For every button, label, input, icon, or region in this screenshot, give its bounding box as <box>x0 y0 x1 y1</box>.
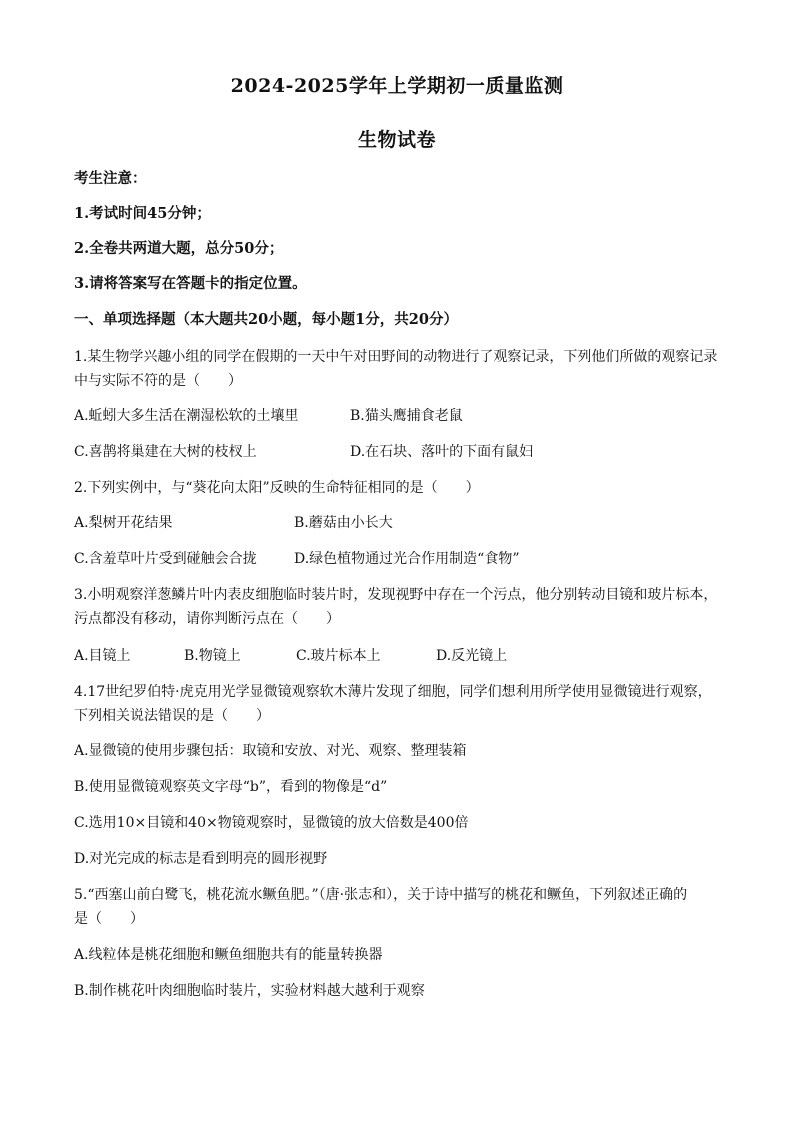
question-4-option-d: D.对光完成的标志是看到明亮的圆形视野 <box>74 851 328 867</box>
question-5-stem-line-1: 5.“西塞山前白鹭飞，桃花流水鳜鱼肥。”（唐·张志和），关于诗中描写的桃花和鳜鱼，下列叙述正确的 <box>74 887 688 903</box>
question-1-option-c: C.喜鹊将巢建在大树的枝杈上 <box>74 444 257 460</box>
question-5-stem-line-2: 是（ ） <box>74 911 144 927</box>
question-3-option-d: D.反光镜上 <box>436 648 508 664</box>
question-4-option-a: A.显微镜的使用步骤包括：取镜和安放、对光、观察、整理装箱 <box>74 743 467 759</box>
question-2-option-c: C.含羞草叶片受到碰触会合拢 <box>74 551 257 567</box>
question-3-option-c: C.玻片标本上 <box>296 648 381 664</box>
question-5-option-b: B.制作桃花叶肉细胞临时装片，实验材料越大越利于观察 <box>74 983 425 999</box>
exam-title: 2024-2025学年上学期初一质量监测 <box>230 75 564 97</box>
question-1-option-d: D.在石块、落叶的下面有鼠妇 <box>350 444 534 460</box>
question-2-option-d: D.绿色植物通过光合作用制造“食物” <box>294 551 520 567</box>
question-3-option-b: B.物镜上 <box>184 648 241 664</box>
question-4-option-b: B.使用显微镜观察英文字母“b”，看到的物像是“d” <box>74 779 388 795</box>
notice-item-2: 2.全卷共两道大题，总分50分； <box>74 240 284 257</box>
question-1-stem-line-1: 1.某生物学兴趣小组的同学在假期的一天中午对田野间的动物进行了观察记录，下列他们所做的观察记录 <box>74 349 718 365</box>
question-5-option-a: A.线粒体是桃花细胞和鳜鱼细胞共有的能量转换器 <box>74 947 383 963</box>
question-4-stem-line-1: 4.17世纪罗伯特·虎克用光学显微镜观察软木薄片发现了细胞，同学们想利用所学使用显微镜进行观察， <box>74 684 712 700</box>
question-2-stem: 2.下列实例中，与“葵花向太阳”反映的生命特征相同的是（ ） <box>74 480 480 496</box>
question-1-option-b: B.猫头鹰捕食老鼠 <box>350 408 463 424</box>
question-2-option-b: B.蘑菇由小长大 <box>294 515 393 531</box>
question-4-option-c: C.选用10×目镜和40×物镜观察时，显微镜的放大倍数是400倍 <box>74 815 469 831</box>
section-heading: 一、单项选择题（本大题共20小题，每小题1分，共20分） <box>74 311 458 328</box>
question-3-option-a: A.目镜上 <box>74 648 131 664</box>
question-3-stem-line-2: 污点都没有移动，请你判断污点在（ ） <box>74 611 340 627</box>
notice-item-3: 3.请将答案写在答题卡的指定位置。 <box>74 275 307 292</box>
question-4-stem-line-2: 下列相关说法错误的是（ ） <box>74 708 270 724</box>
notice-item-1: 1.考试时间45分钟； <box>74 205 211 222</box>
question-1-option-a: A.蚯蚓大多生活在潮湿松软的土壤里 <box>74 408 299 424</box>
question-3-stem-line-1: 3.小明观察洋葱鳞片叶内表皮细胞临时装片时，发现视野中存在一个污点，他分别转动目镜和玻片标本， <box>74 587 718 603</box>
notice-heading: 考生注意： <box>74 170 147 187</box>
exam-subtitle: 生物试卷 <box>357 129 436 151</box>
question-2-option-a: A.梨树开花结果 <box>74 515 173 531</box>
question-1-stem-line-2: 中与实际不符的是（ ） <box>74 373 242 389</box>
